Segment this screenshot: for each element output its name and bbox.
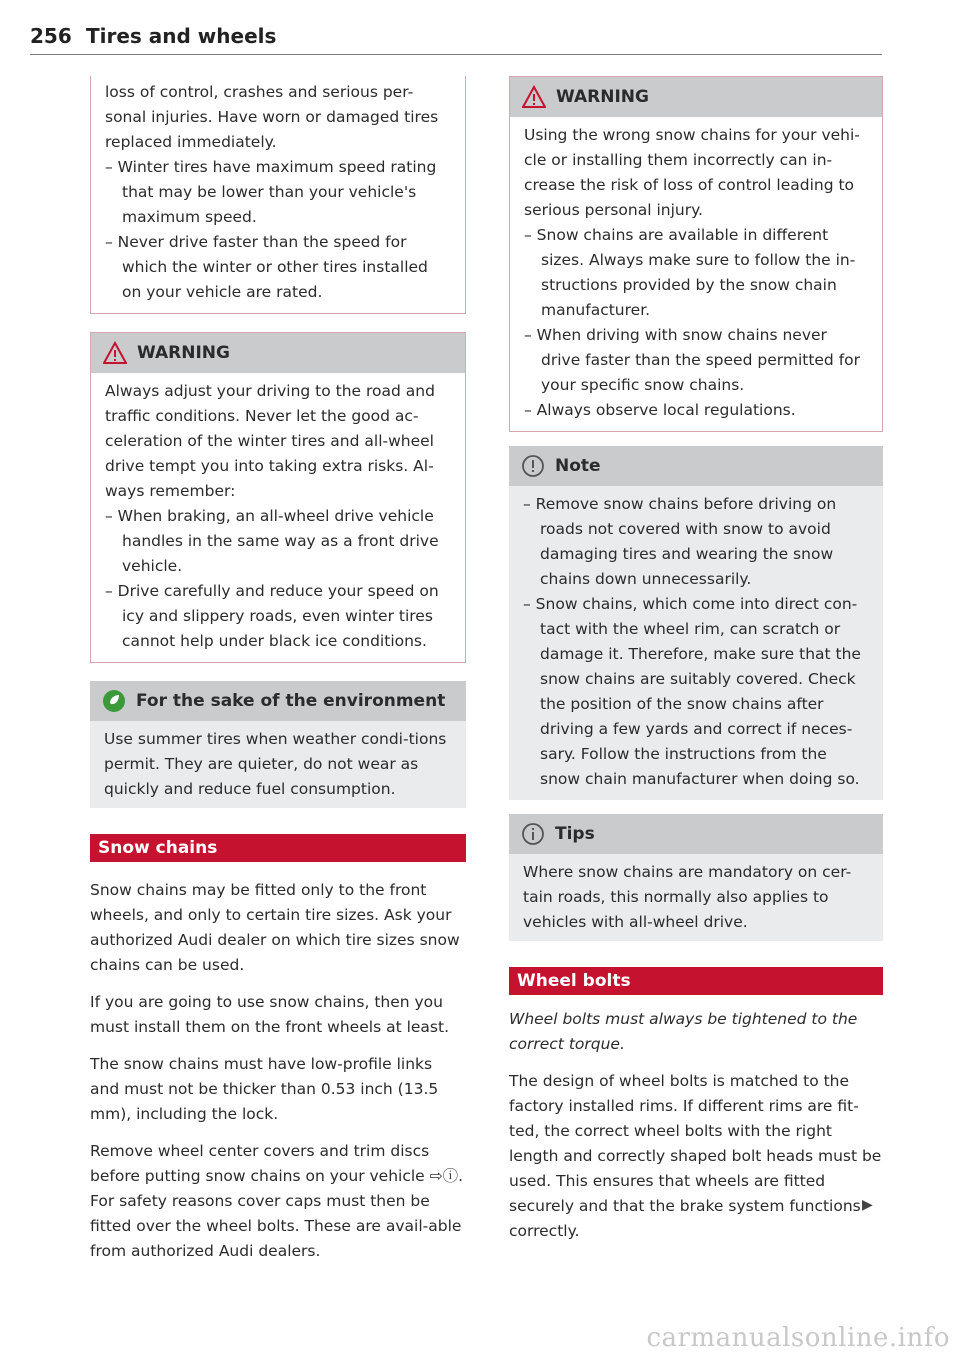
list-item: – Always observe local regulations. bbox=[524, 401, 796, 419]
warning-box-right bbox=[509, 76, 883, 432]
continue-arrow-icon: ▶ bbox=[862, 1197, 873, 1213]
list-item: – Remove snow chains before driving on roads not covered with snow to avoid damaging tires and wearing the snow chains down unnecessarily. bbox=[523, 495, 837, 588]
warning-title: WARNING bbox=[556, 87, 649, 107]
section-title: Tires and wheels bbox=[86, 24, 277, 48]
wheel-bolts-heading: Wheel bolts bbox=[509, 967, 883, 995]
list-item: – Drive carefully and reduce your speed on icy and slippery roads, even winter tires cannot help under black ice conditions. bbox=[105, 582, 439, 650]
snow-chains-paragraph: If you are going to use snow chains, then you must install them on the front wheels at least. bbox=[90, 993, 449, 1036]
wheel-bolts-text: The design of wheel bolts is matched to the factory installed rims. If different rims are fit-ted, the correct wheel bolts with the right length and correctly shaped bolt heads must be used. This ensures that wheels are fitted securely and that the brake system functions correctly. bbox=[509, 1072, 882, 1240]
page-number: 256 bbox=[30, 24, 72, 48]
environment-box bbox=[90, 681, 466, 808]
tips-title: Tips bbox=[555, 824, 595, 844]
continued-warning-box bbox=[90, 76, 466, 314]
continued-list bbox=[105, 155, 451, 305]
warning-header bbox=[91, 333, 465, 373]
info-circle-icon bbox=[521, 822, 545, 846]
snow-chains-paragraph: Snow chains may be fitted only to the front wheels, and only to certain tire sizes. Ask your authorized Audi dealer on which tire sizes snow chains can be used. bbox=[90, 881, 460, 974]
list-item: – Never drive faster than the speed for which the winter or other tires installed on your vehicle are rated. bbox=[105, 233, 428, 301]
warning-text: Using the wrong snow chains for your vehi-cle or installing them incorrectly can in-crease the risk of loss of control leading to serious personal injury. bbox=[524, 126, 860, 219]
tips-text: Where snow chains are mandatory on cer-tain roads, this normally also applies to vehicles with all-wheel drive. bbox=[523, 863, 852, 931]
list-item: – When driving with snow chains never drive faster than the speed permitted for your specific snow chains. bbox=[524, 326, 861, 394]
warning-triangle-icon bbox=[103, 341, 127, 365]
continued-text: loss of control, crashes and serious per-sonal injuries. Have worn or damaged tires replaced immediately. bbox=[105, 83, 439, 151]
tips-header bbox=[509, 814, 883, 854]
warning-box-left bbox=[90, 332, 466, 663]
environment-text: Use summer tires when weather condi-tions permit. They are quieter, do not wear as quickly and reduce fuel consumption. bbox=[104, 730, 447, 798]
note-list bbox=[523, 492, 869, 792]
warning-text: Always adjust your driving to the road and traffic conditions. Never let the good ac-celeration of the winter tires and all-wheel drive tempt you into taking extra risks. Al-ways remember: bbox=[105, 382, 435, 500]
tips-box bbox=[509, 814, 883, 941]
warning-list bbox=[105, 504, 451, 654]
environment-icon bbox=[102, 689, 126, 713]
environment-title: For the sake of the environment bbox=[136, 691, 446, 711]
list-item: – When braking, an all-wheel drive vehicle handles in the same way as a front drive vehicle. bbox=[105, 507, 439, 575]
note-header bbox=[509, 446, 883, 486]
list-item: – Snow chains are available in different sizes. Always make sure to follow the in-structions provided by the snow chain manufacturer. bbox=[524, 226, 856, 319]
right-column bbox=[509, 76, 883, 1244]
watermark: carmanualsonline.info bbox=[646, 1323, 950, 1353]
exclamation-circle-icon bbox=[521, 454, 545, 478]
note-box bbox=[509, 446, 883, 800]
snow-chains-paragraph: The snow chains must have low-profile links and must not be thicker than 0.53 inch (13.5 mm), including the lock. bbox=[90, 1055, 439, 1123]
list-item: – Winter tires have maximum speed rating that may be lower than your vehicle's maximum speed. bbox=[105, 158, 437, 226]
warning-list bbox=[524, 223, 868, 423]
page-header bbox=[30, 22, 882, 55]
warning-header bbox=[510, 77, 882, 117]
note-title: Note bbox=[555, 456, 601, 476]
environment-header bbox=[90, 681, 466, 721]
snow-chains-heading: Snow chains bbox=[90, 834, 466, 862]
warning-title: WARNING bbox=[137, 343, 230, 363]
list-item: – Snow chains, which come into direct con-tact with the wheel rim, can scratch or damage it. Therefore, make sure that the snow chains are suitably covered. Check the position of the snow chains after driving a few yards and correct if neces-sary. Follow the instructions from the snow chain manufacturer when doing so. bbox=[523, 595, 861, 788]
left-column bbox=[90, 76, 466, 1264]
wheel-bolts-lead: Wheel bolts must always be tightened to the correct torque. bbox=[509, 1010, 858, 1053]
warning-triangle-icon bbox=[522, 85, 546, 109]
snow-chains-paragraph: Remove wheel center covers and trim discs before putting snow chains on your vehicle ⇨ⓘ. For safety reasons cover caps must then be fitted over the wheel bolts. These are avail-able from authorized Audi dealers. bbox=[90, 1142, 464, 1260]
